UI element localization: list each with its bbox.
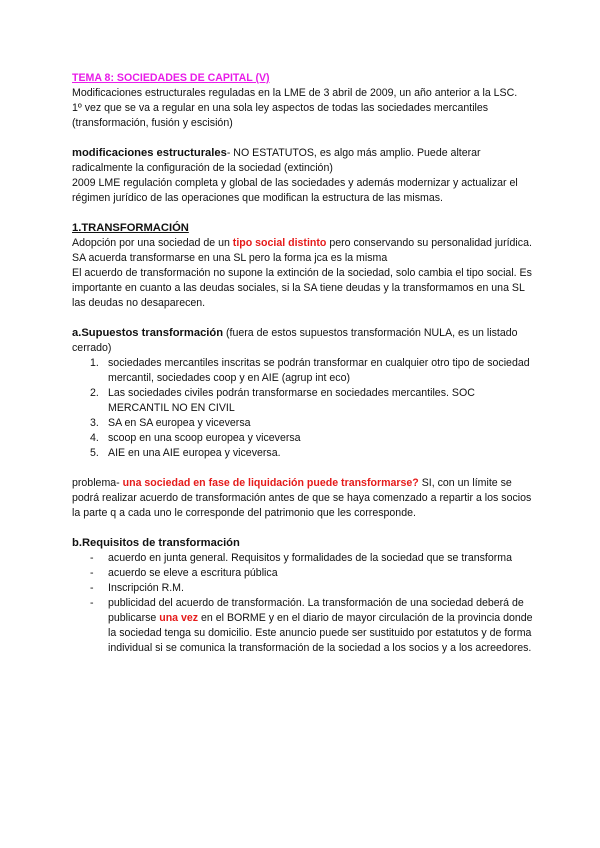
list-number: 5.	[90, 447, 99, 459]
list-item-text: sociedades mercantiles inscritas se podrán transformar en cualquier otro tipo de sociedad mercantil, sociedades coop y en AIE (agrup int eco)	[108, 357, 530, 384]
list-number: 4.	[90, 432, 99, 444]
section-a-note: (fuera de estos supuestos transformación NULA, es un listado cerrado)	[72, 327, 518, 354]
section-1-heading: 1.TRANSFORMACIÓN	[72, 222, 189, 234]
list-item	[72, 566, 534, 581]
list-item-text: publicidad del acuerdo de transformación. La transformación de una sociedad deberá de publicarse	[108, 597, 524, 624]
transformacion-example: SA acuerda transformarse en una SL pero la forma jca es la misma	[72, 252, 388, 264]
section-a-heading: a.Supuestos transformación	[72, 327, 224, 339]
list-item	[72, 356, 534, 386]
list-item-text: acuerdo se eleve a escritura pública	[108, 567, 278, 579]
publicidad-highlight: una vez	[159, 612, 199, 624]
section-a-paragraph	[72, 326, 534, 356]
problema-paragraph	[72, 476, 534, 521]
list-number: 3.	[90, 417, 99, 429]
list-item-text: AIE en una AIE europea y viceversa.	[108, 447, 281, 459]
modificaciones-text: - NO ESTATUTOS, es algo más amplio. Puede alterar radicalmente la configuración de la sociedad (extinción)	[72, 147, 481, 174]
problema-question: una sociedad en fase de liquidación puede transformarse?	[122, 477, 419, 489]
list-item-text: Inscripción R.M.	[108, 582, 184, 594]
list-dash: -	[90, 567, 94, 579]
lme-paragraph: 2009 LME regulación completa y global de las sociedades y además modernizar y actualizar el régimen jurídico de las operaciones que modifican la estructura de las mismas.	[72, 177, 518, 204]
intro-paragraph-2: 1º vez que se va a regular en una sola ley aspectos de todas las sociedades mercantiles (transformación, fusión y escisión)	[72, 102, 489, 129]
list-dash: -	[90, 597, 94, 609]
transformacion-effects: El acuerdo de transformación no supone la extinción de la sociedad, solo cambia el tipo social. Es importante en cuanto a las deudas sociales, si la SA tiene deudas y la transformamos en una SL las deudas no desaparecen.	[72, 267, 532, 309]
definition-highlight: tipo social distinto	[232, 237, 327, 249]
list-item-text: acuerdo en junta general. Requisitos y formalidades de la sociedad que se transforma	[108, 552, 512, 564]
list-item	[72, 386, 534, 416]
list-item	[72, 446, 534, 461]
document-body	[72, 71, 534, 656]
problema-answer: SI, con un límite se podrá realizar acuerdo de transformación antes de que se haya comenzado a repartir a los socios la parte q a cada uno le corresponde del patrimonio que les corresponde.	[72, 477, 532, 519]
list-item	[72, 416, 534, 431]
section-b-heading: b.Requisitos de transformación	[72, 537, 240, 549]
supuestos-list	[72, 356, 534, 461]
list-item-text-end: en el BORME y en el diario de mayor circulación de la provincia donde la sociedad tenga su domicilio. Este anuncio puede ser sustituido por estatutos y de forma individual si se comunica la transformación de la sociedad a los socios y a los acreedores.	[108, 612, 533, 654]
list-dash: -	[90, 552, 94, 564]
list-item-text: SA en SA europea y viceversa	[108, 417, 251, 429]
transformacion-definition	[72, 236, 534, 251]
list-item	[72, 581, 534, 596]
list-number: 2.	[90, 387, 99, 399]
problema-label: problema-	[72, 477, 123, 489]
list-number: 1.	[90, 357, 99, 369]
modificaciones-paragraph	[72, 146, 534, 176]
list-item	[72, 551, 534, 566]
modificaciones-term: modificaciones estructurales	[72, 147, 227, 159]
definition-text: Adopción por una sociedad de un	[72, 237, 233, 249]
list-item-text: Las sociedades civiles podrán transformarse en sociedades mercantiles. SOC MERCANTIL NO EN CIVIL	[108, 387, 475, 414]
requisitos-list	[72, 551, 534, 656]
intro-paragraph-1: Modificaciones estructurales reguladas en la LME de 3 abril de 2009, un año anterior a la LSC.	[72, 87, 518, 99]
list-item	[72, 596, 534, 656]
page-title: TEMA 8: SOCIEDADES DE CAPITAL (V)	[72, 72, 270, 84]
definition-text-end: pero conservando su personalidad jurídica.	[326, 237, 532, 249]
list-item-text: scoop en una scoop europea y viceversa	[108, 432, 301, 444]
list-dash: -	[90, 582, 94, 594]
list-item	[72, 431, 534, 446]
